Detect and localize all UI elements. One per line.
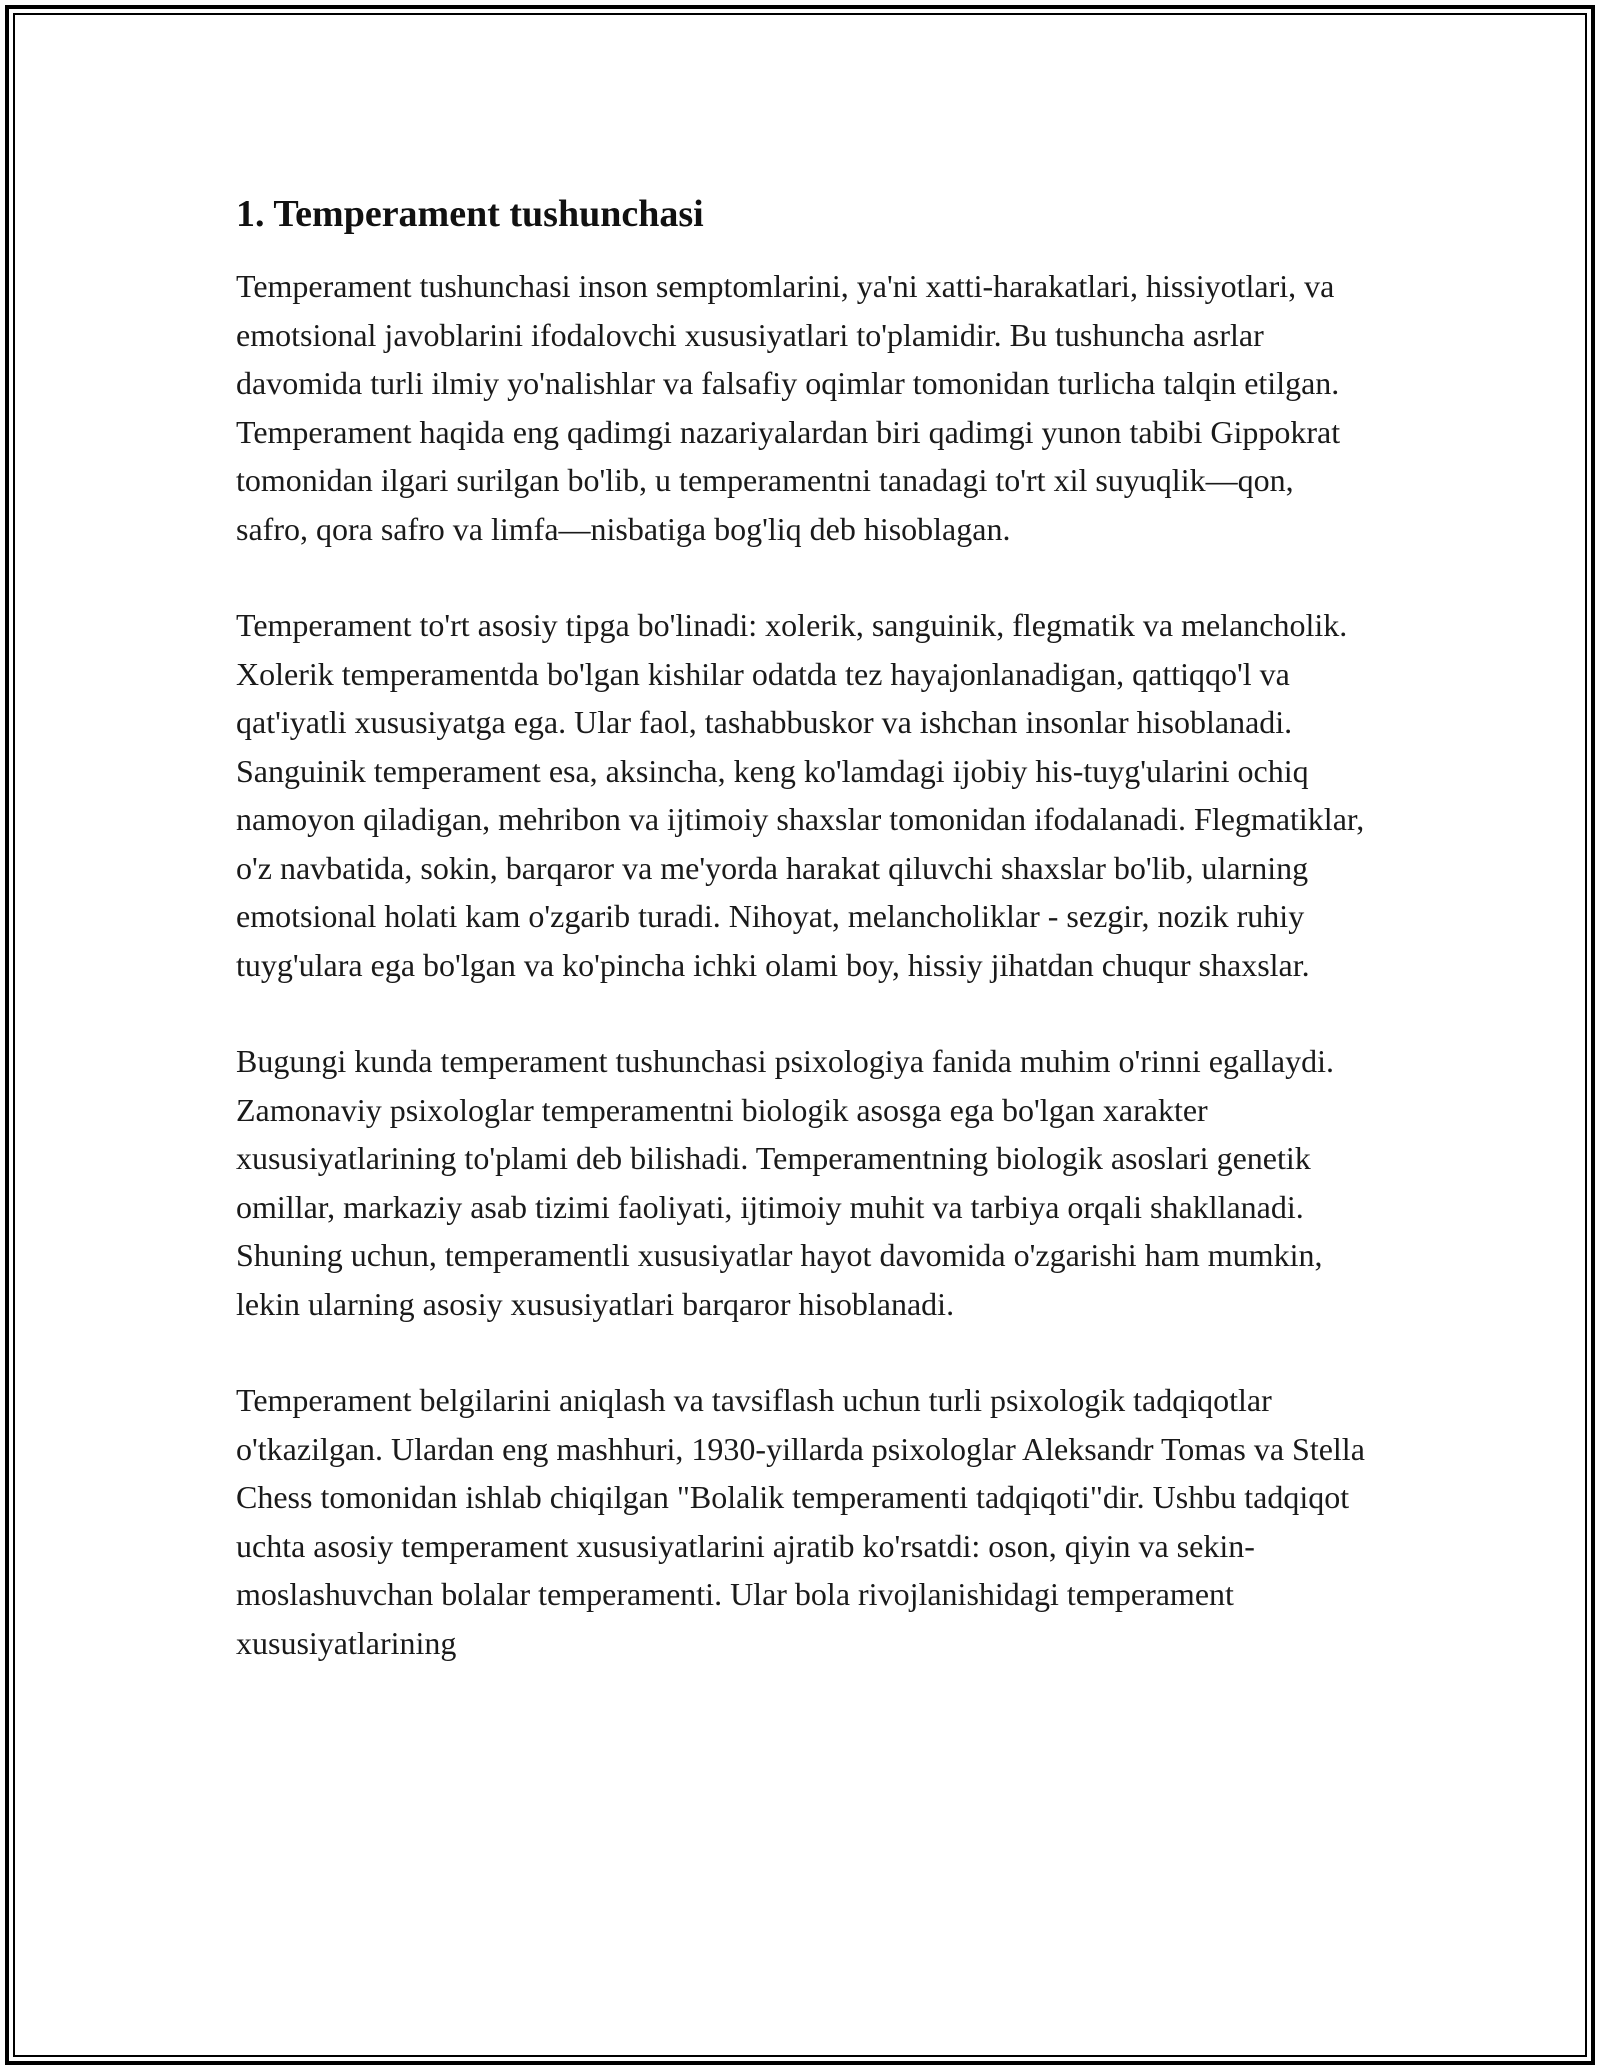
section-heading: 1. Temperament tushunchasi bbox=[236, 193, 704, 235]
paragraph-1: Temperament tushunchasi inson semptomlarini, ya'ni xatti-harakatlari, hissiyotlari, va emotsional javoblarini ifodalovchi xususiyatlari to'plamidir. Bu tushuncha asrlar davomida turli ilmiy yo'nalishlar va falsafiy oqimlar tomonidan turlicha talqin etilgan. Temperament haqida eng qadimgi nazariyalardan biri qadimgi yunon tabibi Gippokrat tomonidan ilgari surilgan bo'lib, u temperamentni tanadagi to'rt xil suyuqlik—qon, safro, qora safro va limfa—nisbatiga bog'liq deb hisoblagan. bbox=[236, 268, 1341, 547]
document-body bbox=[236, 188, 1366, 1715]
paragraph-2: Temperament to'rt asosiy tipga bo'linadi: xolerik, sanguinik, flegmatik va melancholik. Xolerik temperamentda bo'lgan kishilar odatda tez hayajonlanadigan, qattiqqo'l va qat'iyatli xususiyatga ega. Ular faol, tashabbuskor va ishchan insonlar hisoblanadi. Sanguinik temperament esa, aksincha, keng ko'lamdagi ijobiy his-tuyg'ularini ochiq namoyon qiladigan, mehribon va ijtimoiy shaxslar tomonidan ifodalanadi. Flegmatiklar, o'z navbatida, sokin, barqaror va me'yorda harakat qiluvchi shaxslar bo'lib, ularning emotsional holati kam o'zgarib turadi. Nihoyat, melancholiklar - sezgir, nozik ruhiy tuyg'ulara ega bo'lgan va ko'pincha ichki olami boy, hissiy jihatdan chuqur shaxslar. bbox=[236, 607, 1365, 983]
paragraph-3: Bugungi kunda temperament tushunchasi psixologiya fanida muhim o'rinni egallaydi. Zamonaviy psixologlar temperamentni biologik asosga ega bo'lgan xarakter xususiyatlarining to'plami deb bilishadi. Temperamentning biologik asoslari genetik omillar, markaziy asab tizimi faoliyati, ijtimoiy muhit va tarbiya orqali shakllanadi. Shuning uchun, temperamentli xususiyatlar hayot davomida o'zgarishi ham mumkin, lekin ularning asosiy xususiyatlari barqaror hisoblanadi. bbox=[236, 1043, 1334, 1322]
paragraph-4: Temperament belgilarini aniqlash va tavsiflash uchun turli psixologik tadqiqotlar o'tkazilgan. Ulardan eng mashhuri, 1930-yillarda psixologlar Aleksandr Tomas va Stella Chess tomonidan ishlab chiqilgan "Bolalik temperamenti tadqiqoti"dir. Ushbu tadqiqot uchta asosiy temperament xususiyatlarini ajratib ko'rsatdi: oson, qiyin va sekin-moslashuvchan bolalar temperamenti. Ular bola rivojlanishidagi temperament xususiyatlarining bbox=[236, 1382, 1365, 1661]
